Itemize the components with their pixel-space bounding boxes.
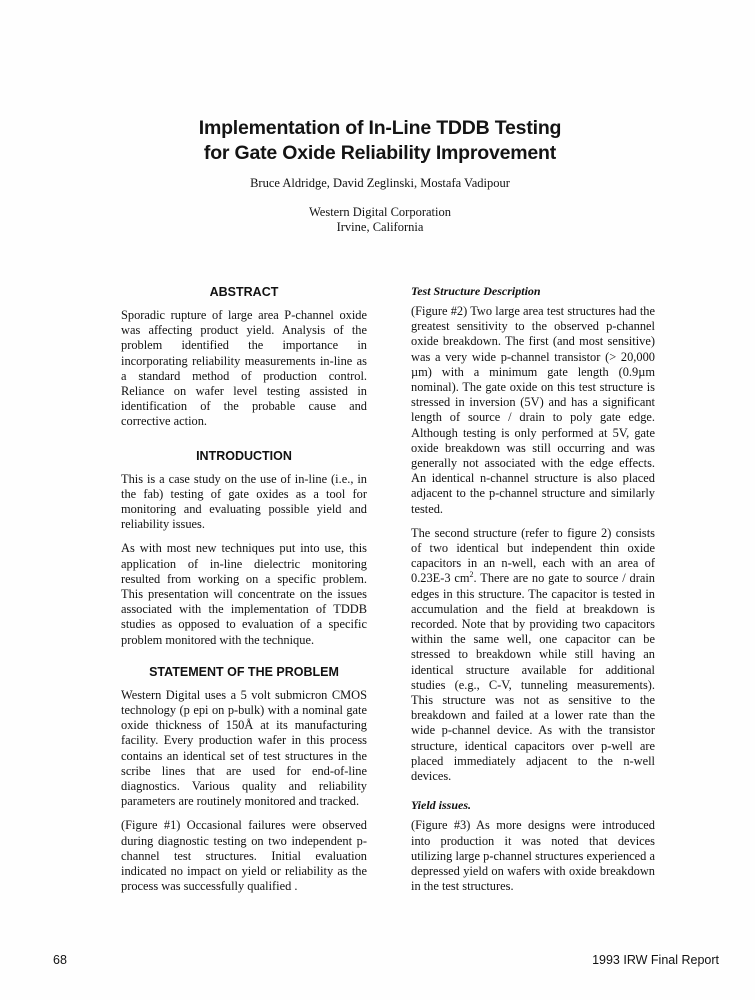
yield-paragraph-1: (Figure #3) As more designs were introduced into production it was noted that devices utilizing large p-channel structures experienced a depressed yield on wafers with oxide breakdown in the test structures. [411, 818, 655, 894]
paragraph-text-part-a: The second structure (refer to figure 2) consists of two identical but independent thin oxide capacitors in an n-well, each with an area of 0.23E-3 cm [411, 525, 655, 586]
page-number: 68 [53, 953, 67, 967]
test-structure-paragraph-2 [411, 526, 655, 784]
right-column [411, 284, 655, 894]
introduction-heading: INTRODUCTION [196, 448, 292, 463]
test-structure-heading: Test Structure Description [411, 284, 541, 298]
superscript-2: 2 [469, 570, 474, 580]
title-line-2: for Gate Oxide Reliability Improvement [203, 142, 557, 164]
authors: Bruce Aldridge, David Zeglinski, Mostafa Vadipour [250, 176, 510, 190]
abstract-heading: ABSTRACT [209, 285, 279, 299]
problem-paragraph-1: Western Digital uses a 5 volt submicron CMOS technology (p epi on p-bulk) with a nominal gate oxide thickness of 150Å at its manufacturing facility. Every production wafer in this process contains an identical set of test structures in the scribe lines that are used for end-of-line diagnostics. Various quality and reliability parameters are routinely monitored and tracked. [121, 687, 367, 809]
affiliation-location: Irvine, California [336, 220, 424, 234]
test-structure-paragraph-1: (Figure #2) Two large area test structures had the greatest sensitivity to the observed p-channel oxide breakdown. The first (and most sensitive) was a very wide p-channel transistor (> 20,000 µm) with a minimum gate length (0.9µm nominal). The gate oxide on this test structure is stressed in inversion (5V) and has a significant length of source / drain to poly gate edge. Although testing is only performed at 5V, gate oxide breakdown was still occurring and was generally not associated with the edge effects. An identical n-channel structure is also placed adjacent to the p-channel structure and similarly tested. [411, 304, 655, 516]
introduction-paragraph-1: This is a case study on the use of in-line (i.e., in the fab) testing of gate oxides as a tool for monitoring and evaluating possible yield and reliability issues. [121, 471, 367, 532]
problem-paragraph-2: (Figure #1) Occasional failures were observed during diagnostic testing on two independent p-channel test structures. Initial evaluation indicated no impact on yield or reliability as the process was successfully qualified . [121, 818, 367, 894]
abstract-text: Sporadic rupture of large area P-channel oxide was affecting product yield. Analysis of the problem identified the importance in incorporating reliability measurements in-line as a standard method of production control. Reliance on wafer level testing assisted in identification of the probable cause and corrective action. [121, 308, 367, 429]
paragraph-text-part-b: . There are no gate to source / drain edges in this structure. The capacitor is tested in accumulation and the field at breakdown is recorded. Note that by providing two capacitors within the same well, one capacitor can be stressed to breakdown while still having an identical structure available for additional studies (e.g., C-V, tunneling measurements). This structure was not as sensitive to the breakdown and failed at a lower rate than the wide p-channel device. As with the transistor structure, identical capacitors over p-well are placed immediately adjacent to the n-well devices. [411, 571, 655, 784]
title-line-1: Implementation of In-Line TDDB Testing [198, 117, 562, 139]
problem-heading: STATEMENT OF THE PROBLEM [149, 664, 339, 679]
introduction-paragraph-2: As with most new techniques put into use, this application of in-line dielectric monitoring resulted from working on a specific problem. This presentation will concentrate on the issues associated with the implementation of TDDB studies as opposed to evaluation of a specific problem monitored with the technique. [121, 541, 367, 647]
yield-issues-heading: Yield issues. [411, 798, 472, 813]
paper-title [150, 116, 610, 166]
publication-name: 1993 IRW Final Report [592, 953, 719, 967]
affiliation [150, 205, 610, 235]
left-column [121, 284, 367, 895]
affiliation-org: Western Digital Corporation [308, 205, 452, 219]
